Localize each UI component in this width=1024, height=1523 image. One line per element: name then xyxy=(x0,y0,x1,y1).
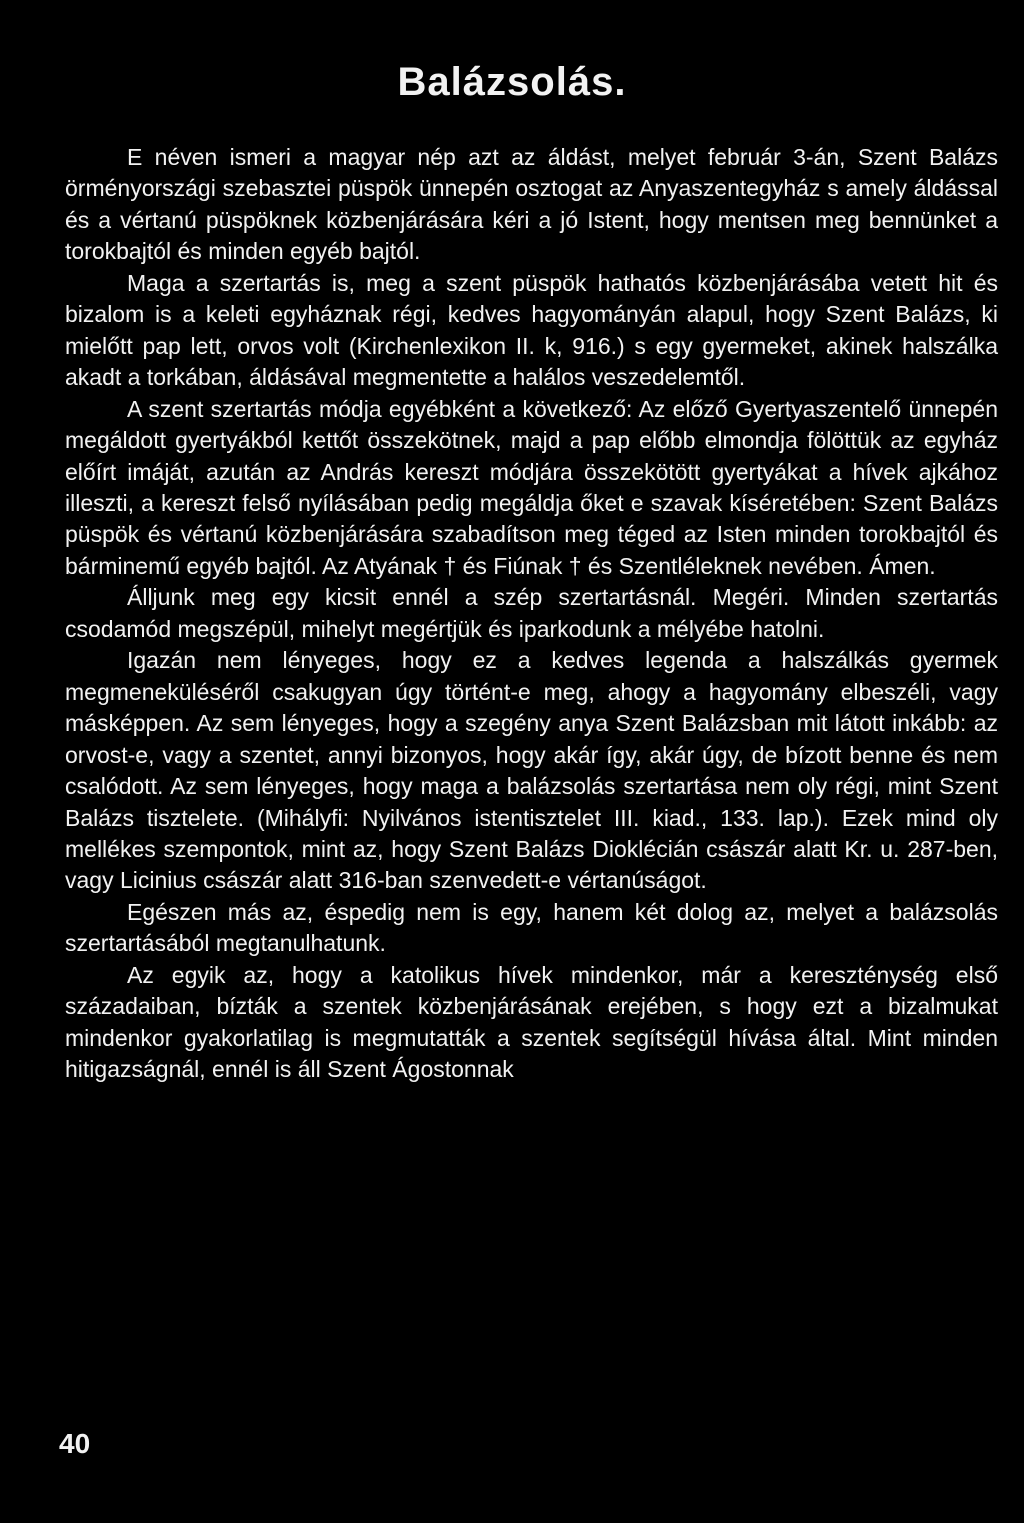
paragraph-4: Álljunk meg egy kicsit ennél a szép szertartásnál. Megéri. Minden szertartás csodamód megszépül, mihelyt megértjük és iparkodunk a mélyébe hatolni. xyxy=(65,584,998,642)
paragraph-3: A szent szertartás módja egyébként a következő: Az előző Gyertyaszentelő ünnepén megáldott gyertyákból kettőt összekötnek, majd a pap előbb elmondja fölöttük az egyház előírt imáját, azután az András kereszt módjára összekötött gyertyákat a hívek ajkához illeszti, a kereszt felső nyílásában pedig megáldja őket e szavak kíséretében: Szent Balázs püspök és vértanú közbenjárására szabadítson meg téged az Isten minden torokbajtól és bárminemű egyéb bajtól. Az Atyának † és Fiúnak † és Szentléleknek nevében. Ámen. xyxy=(65,395,998,579)
page-title: Balázsolás. xyxy=(397,60,627,104)
paragraph-6: Egészen más az, éspedig nem is egy, hanem két dolog az, melyet a balázsolás szertartásából megtanulhatunk. xyxy=(65,898,998,957)
paragraph-2: Maga a szertartás is, meg a szent püspök hathatós közbenjárásába vetett hit és bizalom is a keleti egyháznak régi, kedves hagyományán alapul, hogy Szent Balázs, ki mielőtt pap lett, orvos volt (Kirchenlexikon II. k, 916.) s egy gyermeket, akinek halszálka akadt a torkában, áldásával megmentette a halálos veszedelemtől. xyxy=(65,269,998,391)
body-text xyxy=(65,142,998,1086)
paragraph-7: Az egyik az, hogy a katolikus hívek mindenkor, már a kereszténység első századaiban, bízták a szentek közbenjárásának erejében, s hogy ezt a bizalmukat mindenkor gyakorlatilag is megmutatták a szentek segítségül hívása által. Mint minden hitigazságnál, ennél is áll Szent Ágostonnak xyxy=(65,961,998,1083)
page-number: 40 xyxy=(59,1428,91,1459)
paragraph-5: Igazán nem lényeges, hogy ez a kedves legenda a halszálkás gyermek megmeneküléséről csakugyan úgy történt-e meg, ahogy a hagyomány elbeszéli, vagy másképpen. Az sem lényeges, hogy a szegény anya Szent Balázsban mit látott inkább: az orvost-e, vagy a szentet, annyi bizonyos, hogy akár így, akár úgy, de bízott benne és nem csalódott. Az sem lényeges, hogy maga a balázsolás szertartása nem oly régi, mint Szent Balázs tisztelete. (Mihályfi: Nyilvános istentisztelet III. kiad., 133. lap.). Ezek mind oly mellékes szempontok, mint az, hogy Szent Balázs Dioklécián császár alatt Kr. u. 287-ben, vagy Licinius császár alatt 316-ban szenvedett-e vértanúságot. xyxy=(65,647,998,894)
paragraph-1: E néven ismeri a magyar nép azt az áldást, melyet február 3-án, Szent Balázs örményországi szebasztei püspök ünnepén osztogat az Anyaszentegyház s amely áldással és a vértanú püspöknek közbenjárására kéri a jó Istent, hogy mentsen meg bennünket a torokbajtól és minden egyéb bajtól. xyxy=(65,144,998,265)
